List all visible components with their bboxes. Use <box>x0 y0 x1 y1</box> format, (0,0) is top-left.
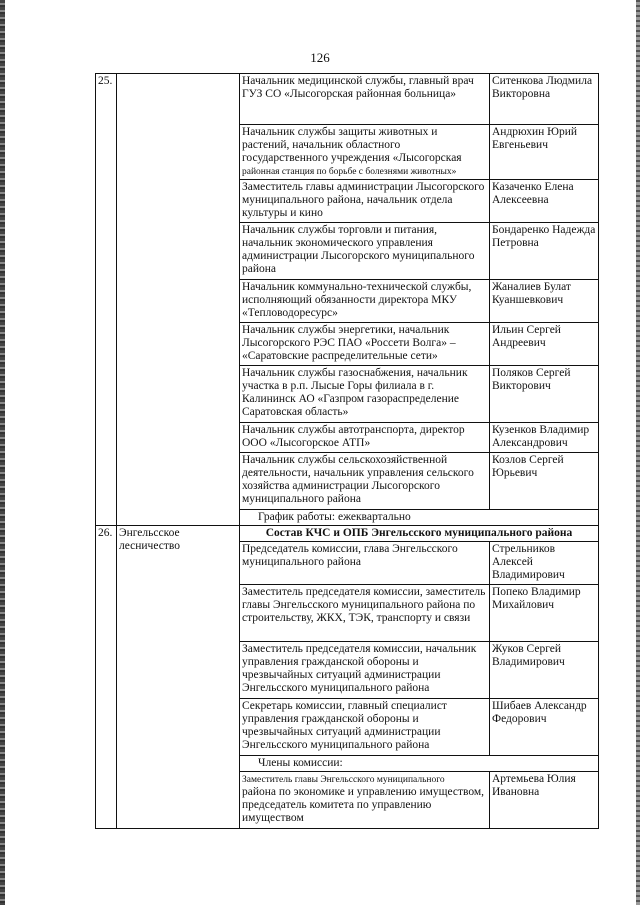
position-cell <box>240 125 490 180</box>
table-row <box>96 74 599 125</box>
row-number-cell: 25. <box>96 74 117 526</box>
position-text: района по экономике и управлению имуществом, председатель комитета по управлению имуществом <box>242 786 485 824</box>
position-text-small: районная станция по борьбе с болезнями животных» <box>242 167 457 177</box>
forestry-cell: Энгельсское лесничество <box>117 526 240 829</box>
position-text: Начальник службы защиты животных и растений, начальник областного государственного учреждения «Лысогорская <box>242 126 462 164</box>
name-cell: Стрельников Алексей Владимирович <box>490 542 599 585</box>
name-cell: Артемьева Юлия Ивановна <box>490 772 599 829</box>
position-cell: Начальник службы энергетики, начальник Лысогорского РЭС ПАО «Россети Волга» – «Саратовские распределительные сети» <box>240 323 490 366</box>
position-cell: Начальник службы торговли и питания, начальник экономического управления администрации Лысогорского муниципального района <box>240 223 490 280</box>
name-cell: Поляков Сергей Викторович <box>490 366 599 423</box>
members-label: Члены комиссии: <box>240 756 599 772</box>
commission-table <box>95 73 599 829</box>
position-cell: Заместитель председателя комиссии, заместитель главы Энгельсского муниципального района по строительству, ЖКХ, ТЭК, транспорту и связи <box>240 585 490 642</box>
position-cell: Начальник службы автотранспорта, директор ООО «Лысогорское АТП» <box>240 423 490 453</box>
position-text-small: Заместитель главы Энгельсского муниципального <box>242 775 445 785</box>
name-cell: Жуков Сергей Владимирович <box>490 642 599 699</box>
position-cell: Заместитель главы администрации Лысогорского муниципального района, начальник отдела культуры и кино <box>240 180 490 223</box>
position-cell: Заместитель председателя комиссии, начальник управления гражданской обороны и чрезвычайных ситуаций администрации Энгельсского муниципального района <box>240 642 490 699</box>
position-cell: Начальник службы сельскохозяйственной деятельности, начальник управления сельского хозяйства администрации Лысогорского муниципального района <box>240 453 490 510</box>
name-cell: Попеко Владимир Михайлович <box>490 585 599 642</box>
scan-edge-left <box>0 0 5 905</box>
row-number-cell: 26. <box>96 526 117 829</box>
page-number: 126 <box>310 50 330 65</box>
position-cell: Начальник коммунально-технической службы, исполняющий обязанности директора МКУ «Тепловодоресурс» <box>240 280 490 323</box>
name-cell: Бондаренко Надежда Петровна <box>490 223 599 280</box>
position-cell: Начальник службы газоснабжения, начальник участка в р.п. Лысые Горы филиала в г. Калининск АО «Газпром газораспределение Саратовская область» <box>240 366 490 423</box>
name-cell: Андрюхин Юрий Евгеньевич <box>490 125 599 180</box>
name-cell: Ильин Сергей Андреевич <box>490 323 599 366</box>
name-cell: Казаченко Елена Алексеевна <box>490 180 599 223</box>
position-cell: Начальник медицинской службы, главный врач ГУЗ СО «Лысогорская районная больница» <box>240 74 490 125</box>
section-heading: Состав КЧС и ОПБ Энгельсского муниципального района <box>240 526 599 542</box>
forestry-cell <box>117 74 240 526</box>
name-cell: Козлов Сергей Юрьевич <box>490 453 599 510</box>
table-row <box>96 526 599 542</box>
name-cell: Ситенкова Людмила Викторовна <box>490 74 599 125</box>
position-cell <box>240 772 490 829</box>
position-cell: Председатель комиссии, глава Энгельсского муниципального района <box>240 542 490 585</box>
name-cell: Кузенков Владимир Александрович <box>490 423 599 453</box>
schedule-cell: График работы: ежеквартально <box>240 510 599 526</box>
scan-edge-right <box>636 0 640 905</box>
position-cell: Секретарь комиссии, главный специалист управления гражданской обороны и чрезвычайных ситуаций администрации Энгельсского муниципального района <box>240 699 490 756</box>
name-cell: Жаналиев Булат Куаншевкович <box>490 280 599 323</box>
name-cell: Шибаев Александр Федорович <box>490 699 599 756</box>
